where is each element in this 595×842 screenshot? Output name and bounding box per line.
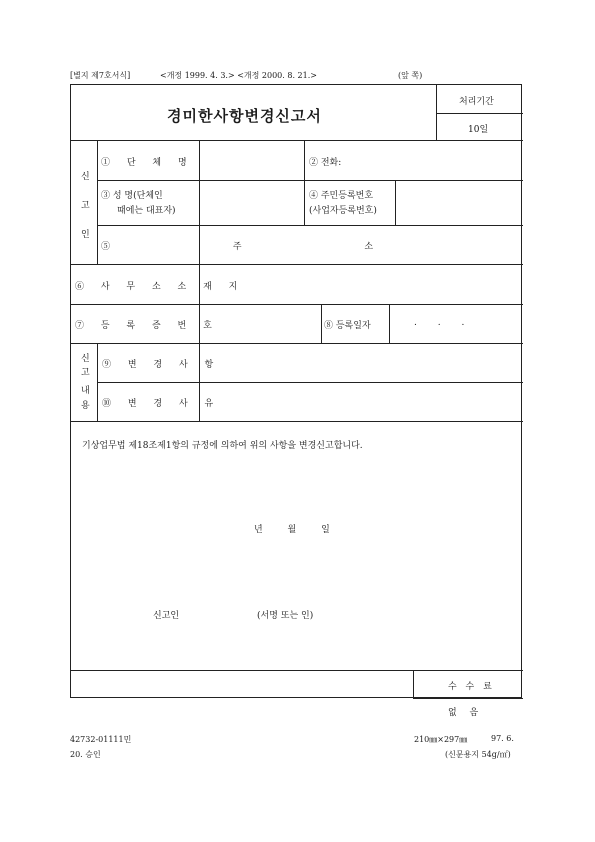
form-code: 42732-01111민 (70, 735, 132, 744)
representative-name-label-1: ③ 성 명(단체인 (101, 191, 163, 201)
office-location-label: ⑥ 사 무 소 소 재 지 (75, 282, 245, 292)
declaration-text: 기상업무법 제18조제1항의 규정에 의하여 위의 사항을 변경신고합니다. (82, 441, 363, 451)
applicant-label-1: 신 (81, 172, 90, 182)
org-name-field[interactable] (200, 141, 303, 179)
processing-period-label: 처리기간 (459, 97, 494, 107)
id-number-label-2: (사업자등록번호) (309, 206, 377, 216)
phone-field[interactable] (356, 141, 522, 179)
paper-size: 210㎜×297㎜ (414, 735, 468, 744)
phone-label: ② 전화: (309, 158, 342, 168)
signer-label: 신고인 (153, 611, 180, 621)
registration-date-label: ⑧ 등록일자 (324, 321, 371, 331)
paper-spec: (신문용지 54g/㎡) (445, 750, 511, 759)
applicant-label-2: 고 (81, 201, 90, 211)
representative-name-label-2: 때에는 대표자) (117, 206, 176, 216)
registration-cert-label: ⑦ 등 록 증 번 호 (75, 321, 219, 331)
org-name-label: ① 단 체 명 (101, 158, 194, 168)
change-label-4: 용 (81, 401, 90, 411)
fee-label: 수 수 료 (448, 682, 495, 692)
change-label-1: 신 (81, 354, 90, 364)
id-number-label-1: ④ 주민등록번호 (309, 191, 374, 201)
signature-field[interactable]: (서명 또는 인) (257, 611, 314, 621)
approval-number: 20. 승인 (70, 750, 101, 759)
page-side: (앞 쪽) (398, 71, 423, 80)
registration-cert-field[interactable] (200, 305, 320, 342)
fee-value: 없 음 (448, 708, 479, 718)
applicant-label-3: 인 (81, 230, 90, 240)
date-line[interactable]: 년 월 일 (254, 525, 330, 535)
change-label-2: 고 (81, 368, 90, 378)
address-field[interactable] (200, 226, 522, 263)
registration-date-field[interactable]: . . . (414, 318, 474, 328)
change-label-3: 내 (81, 386, 90, 396)
revision-history: <개정 1999. 4. 3.> <개정 2000. 8. 21.> (160, 71, 317, 80)
change-items-field[interactable] (200, 344, 522, 381)
change-reason-field[interactable] (200, 383, 522, 420)
office-location-field[interactable] (200, 265, 522, 303)
change-reason-label: ⑩ 변 경 사 유 (102, 399, 221, 409)
form-version: 97. 6. (491, 734, 514, 743)
representative-name-field[interactable] (200, 181, 303, 224)
address-label: ⑤ 주 소 (101, 242, 434, 252)
id-number-field[interactable] (396, 181, 522, 224)
form-title: 경미한사항변경신고서 (167, 107, 322, 125)
change-items-label: ⑨ 변 경 사 항 (102, 360, 221, 370)
processing-period-value: 10일 (468, 125, 489, 135)
form-number: [별지 제7호서식] (70, 71, 131, 80)
report-form (70, 84, 522, 718)
